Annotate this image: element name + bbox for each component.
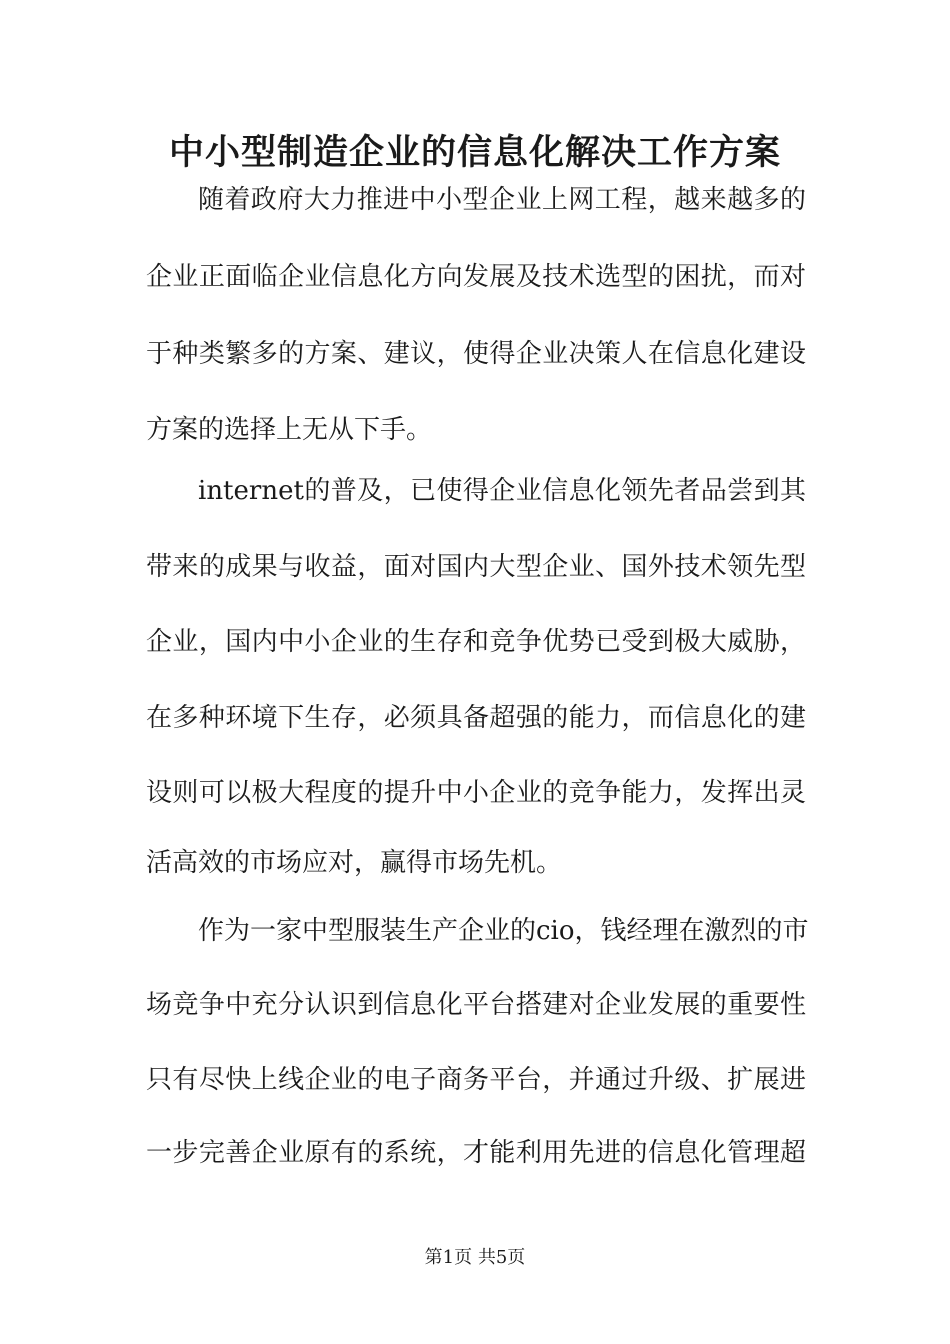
paragraph-line: 于种类繁多的方案、建议，使得企业决策人在信息化建设 (146, 339, 806, 369)
paragraph-line: 设则可以极大程度的提升中小企业的竞争能力，发挥出灵 (146, 778, 806, 808)
paragraph-line: 只有尽快上线企业的电子商务平台，并通过升级、扩展进 (146, 1065, 806, 1095)
paragraph-line: 一步完善企业原有的系统，才能利用先进的信息化管理超 (146, 1138, 806, 1168)
paragraph-line: 活高效的市场应对，赢得市场先机。 (146, 848, 563, 878)
paragraph-line: 在多种环境下生存，必须具备超强的能力，而信息化的建 (146, 703, 806, 733)
paragraph-line: 企业正面临企业信息化方向发展及技术选型的困扰，而对 (146, 262, 806, 292)
paragraph-line: 作为一家中型服装生产企业的cio，钱经理在激烈的市 (198, 916, 809, 946)
paragraph-line: 方案的选择上无从下手。 (146, 415, 433, 445)
page-number-footer: 第1页 共5页 (424, 1247, 526, 1268)
paragraph-line: internet的普及，已使得企业信息化领先者品尝到其 (198, 476, 806, 506)
paragraph-line: 场竞争中充分认识到信息化平台搭建对企业发展的重要性 (146, 990, 806, 1020)
paragraph-line: 企业，国内中小企业的生存和竞争优势已受到极大威胁， (146, 627, 806, 657)
paragraph-line: 带来的成果与收益，面对国内大型企业、国外技术领先型 (146, 552, 806, 582)
document-title: 中小型制造企业的信息化解决工作方案 (168, 132, 781, 173)
paragraph-line: 随着政府大力推进中小型企业上网工程，越来越多的 (198, 185, 806, 215)
